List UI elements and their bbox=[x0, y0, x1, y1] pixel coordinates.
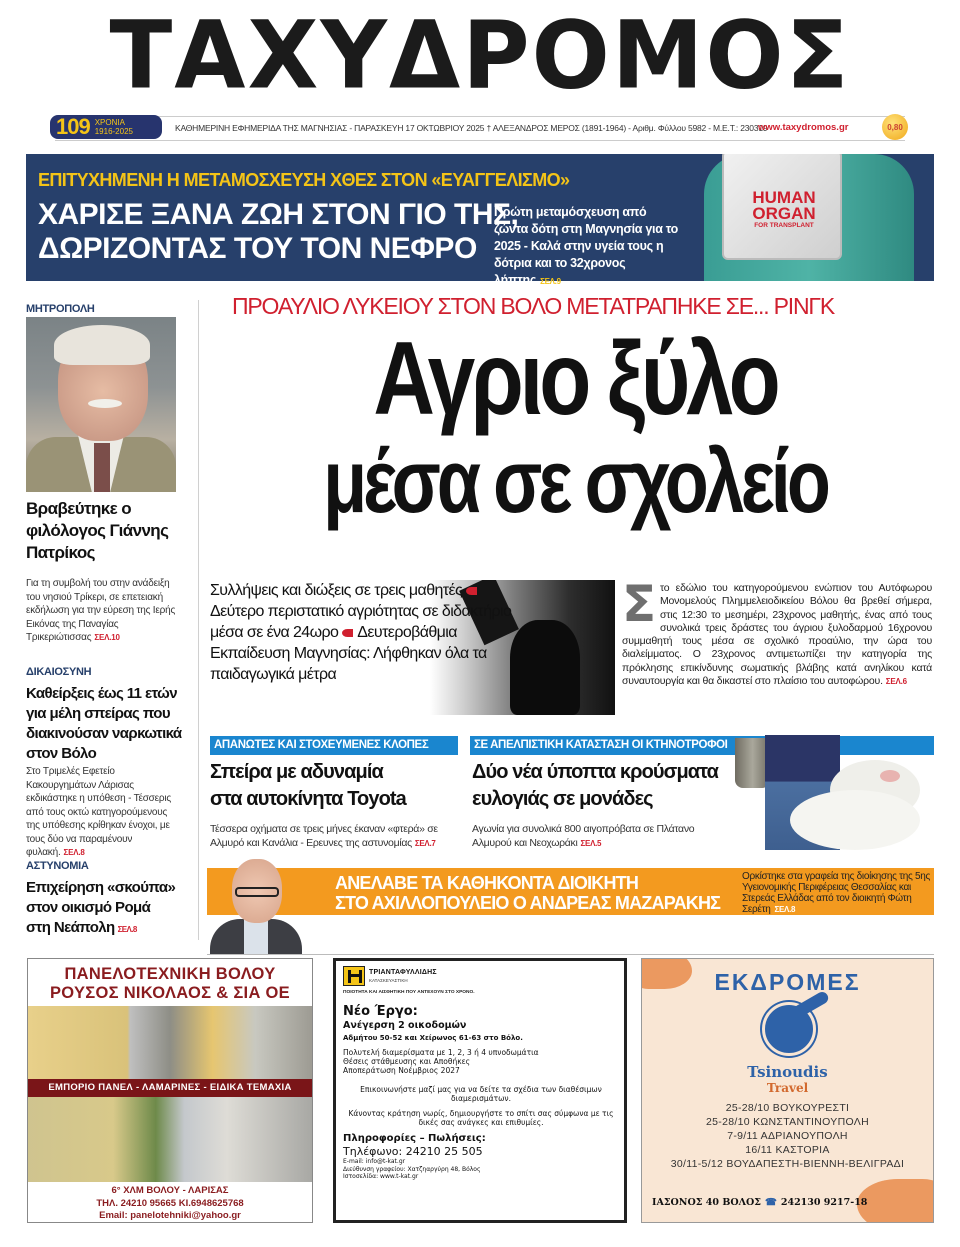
contact-text-2: Κάνοντας κράτηση νωρίς, δημιουργήστε το σπίτι σας σύμφωνα με τις δικές σας ανάγκες και επιθυμίες. bbox=[348, 1109, 614, 1127]
ad-address: 6° ΧΛΜ ΒΟΛΟΥ - ΛΑΡΙΣΑΣ bbox=[111, 1185, 229, 1196]
phone-icon: ☎ bbox=[765, 1197, 777, 1208]
ad-title-line1: ΠΑΝΕΛΟΤΕΧΝΙΚΗ ΒΟΛΟΥ bbox=[64, 965, 276, 983]
column-divider bbox=[198, 300, 199, 940]
section-label-mitropoli: ΜΗΤΡΟΠΟΛΗ bbox=[26, 303, 95, 315]
box-label-2: ORGAN bbox=[752, 204, 816, 223]
info-heading: Πληροφορίες – Πωλήσεις: bbox=[343, 1133, 486, 1144]
ad-website: Ιστοσελίδα: www.t-kat.gr bbox=[343, 1173, 419, 1180]
mazarakis-photo bbox=[210, 857, 302, 955]
top-banner-story[interactable] bbox=[26, 154, 934, 287]
subhead-3: Δευτεροβάθμια Εκπαίδευση Μαγνησίας: Λήφθηκαν όλα τα παιδαγωγικά μέτρα bbox=[210, 624, 487, 683]
body-text: το εδώλιο του κατηγορούμενου ενώπιον του Αυτόφωρου Μονομελούς Πλημμελειοδικείου Βόλου θα βρεθεί σήμερα, στις 12:30 το μεσημέρι, 23χρονος μαθητής, ένας από τους συνολικά τρεις δράστες του άγριου ξυλοδαρμού 16χρονου συμμαθητή τους μέσα σε σχολικό προαύλιο, την ώρα του διαλείμματος. Ο 23χρονος αντιμετωπίζει την κατηγορία της πρόκλησης επικίνδυνης σωματικής βλάβης κατά ανηλίκου κατά συναυτουργία και θα δικαστεί στο πλαίσιο του αυτοφώρου. bbox=[622, 582, 932, 688]
lead-headline-line1: Αγριο ξύλο bbox=[373, 321, 777, 437]
divider bbox=[207, 954, 934, 955]
top-banner-kicker: ΕΠΙΤΥΧΗΜΕΝΗ Η ΜΕΤΑΜΟΣΧΕΥΣΗ ΧΘΕΣ ΣΤΟΝ «ΕΥΑΓΓΕΛΙΣΜΟ» bbox=[38, 170, 570, 190]
anniversary-word: ΧΡΟΝΙΑ bbox=[94, 118, 125, 127]
bullet-icon bbox=[466, 587, 477, 595]
headline-text: Επιχείρηση «σκούπα» στον οικισμό Ρομά στη Νεάπολη bbox=[26, 879, 176, 936]
page-ref: ΣΕΛ.9 bbox=[540, 277, 561, 286]
orange-banner-summary bbox=[742, 871, 932, 915]
trip-list bbox=[642, 1101, 933, 1171]
mid-story-1-tag: ΑΠΑΝΩΤΕΣ ΚΑΙ ΣΤΟΧΕΥΜΕΝΕΣ ΚΛΟΠΕΣ bbox=[210, 736, 458, 755]
top-banner-headline bbox=[38, 198, 518, 266]
ad-tsinoudis-travel[interactable] bbox=[641, 958, 934, 1223]
lead-kicker: ΠΡΟΑΥΛΙΟ ΛΥΚΕΙΟΥ ΣΤΟΝ ΒΟΛΟ ΜΕΤΑΤΡΑΠΗΚΕ ΣΕ... ΡΙΝΓΚ bbox=[232, 293, 834, 319]
summary-text: Ορκίστηκε στα γραφεία της διοίκησης της 5ης Υγειονομικής Περιφέρειας Θεσσαλίας και Στερεάς Ελλάδας από τον διοικητή Φώτη Σερέτη bbox=[742, 871, 931, 915]
newspaper-title: ΤΑΧΥΔΡΟΜΟΣ bbox=[109, 0, 851, 111]
top-banner-headline-line2: ΔΩΡΙΖΟΝΤΑΣ ΤΟΥ ΤΟΝ ΝΕΦΡΟ bbox=[38, 232, 477, 265]
headline-line1: ΑΝΕΛΑΒΕ ΤΑ ΚΑΘΗΚΟΝΤΑ ΔΙΟΙΚΗΤΗ bbox=[335, 873, 639, 893]
feature-1: Πολυτελή διαμερίσματα με 1, 2, 3 ή 4 υπνοδωμάτια bbox=[343, 1048, 539, 1057]
ad-band: ΕΜΠΟΡΙΟ ΠΑΝΕΛ - ΛΑΜΑΡΙΝΕΣ - ΕΙΔΙΚΑ ΤΕΜΑΧΙΑ bbox=[28, 1079, 312, 1097]
mid-story-1-headline[interactable] bbox=[210, 759, 460, 813]
body-text: Στο Τριμελές Εφετείο Κακουργημάτων Λάρισας εκδικάστηκε η υπόθεση - Τέσσερις από τους οκτώ κατηγορούμενους της υπόθεσης κρίθηκαν ένοχοι, με τους δύο να παραμένουν φυλακή. bbox=[26, 766, 172, 858]
ad-phone: Τηλέφωνο: 24210 25 505 bbox=[343, 1145, 483, 1158]
world-map-shape bbox=[857, 1179, 934, 1223]
ad-email: Email: panelotehniki@yahoo.gr bbox=[99, 1210, 241, 1221]
body-text: Αγωνία για συνολικά 800 αιγοπρόβατα σε Πλάτανο Αλμυρού και Νεοχωράκι bbox=[472, 823, 695, 849]
sidebar-headline-3[interactable] bbox=[26, 878, 176, 940]
anniversary-number: 109 bbox=[56, 114, 90, 139]
lead-headline-line2: μέσα σε σχολείο bbox=[323, 432, 827, 532]
section-label-dikaiosyni: ΔΙΚΑΙΟΣΥΝΗ bbox=[26, 666, 92, 678]
trip-item: 25-28/10 ΚΩΝΣΤΑΝΤΙΝΟΥΠΟΛΗ bbox=[706, 1116, 869, 1128]
price-badge: 0,80 bbox=[882, 114, 908, 140]
ad-address: ΙΑΣΟΝΟΣ 40 ΒΟΛΟΣ bbox=[652, 1197, 761, 1208]
headline-line1: Σπείρα με αδυναμία bbox=[210, 761, 383, 783]
ad-location: Αδμήτου 50-52 και Χείρωνος 61-63 στο Βόλο. bbox=[343, 1034, 523, 1042]
company-sub: ΚΑΤΑΣΚΕΥΑΣΤΙΚΗ bbox=[369, 978, 408, 983]
box-label-1: HUMAN bbox=[752, 188, 816, 207]
ad-body bbox=[343, 1004, 619, 1181]
page-ref: ΣΕΛ.5 bbox=[580, 839, 602, 848]
ad-title-line2: ΡΟΥΣΟΣ ΝΙΚΟΛΑΟΣ & ΣΙΑ ΟΕ bbox=[50, 984, 290, 1002]
top-banner-headline-line1: ΧΑΡΙΣΕ ΞΑΝΑ ΖΩΗ ΣΤΟΝ ΓΙΟ ΤΗΣ, bbox=[38, 198, 519, 231]
sidebar-headline-2[interactable]: Καθείρξεις έως 11 ετών για μέλη σπείρας που διακινούσαν ναρκωτικά στον Βόλο bbox=[26, 685, 182, 762]
bullet-icon bbox=[342, 629, 353, 637]
lead-body bbox=[622, 575, 932, 688]
orange-banner-headline bbox=[335, 873, 720, 913]
trip-item: 16/11 ΚΑΣΤΟΡΙΑ bbox=[745, 1144, 830, 1156]
ad-panelotechniki[interactable] bbox=[27, 958, 313, 1223]
ad-title: Νέο Έργο: bbox=[343, 1004, 418, 1019]
subhead-2: Δεύτερο περιστατικό αγριότητας σε διδακτήριο μέσα σε ένα 24ωρο bbox=[210, 603, 512, 641]
trip-item: 25-28/10 ΒΟΥΚΟΥΡΕΣΤΙ bbox=[725, 1102, 850, 1114]
sidebar-body-2 bbox=[26, 765, 178, 860]
organ-box bbox=[722, 154, 842, 260]
feature-2: Θέσεις στάθμευσης και Αποθήκες bbox=[343, 1057, 471, 1066]
anniversary-badge bbox=[50, 115, 162, 139]
headline-line1: Δύο νέα ύποπτα κρούσματα bbox=[472, 761, 719, 783]
lead-subheads bbox=[210, 580, 515, 685]
website-link[interactable]: www.taxydromos.gr bbox=[758, 122, 849, 133]
page-ref: ΣΕΛ.6 bbox=[885, 677, 907, 687]
body-text: Για τη συμβολή του στην ανάδειξη του νησιού Τρίκερι, σε επετειακή εκδήλωση για την εύρεση της Ιερής Εικόνας της Παναγίας Τρικεριώτισσας bbox=[26, 578, 176, 643]
summary-text: Πρώτη μεταμόσχευση από ζώντα δότη στη Μαγνησία για το 2025 - Καλά στην υγεία τους η δότρια και το 32χρονος λήπτης bbox=[494, 205, 679, 287]
page-ref: ΣΕΛ.7 bbox=[414, 839, 436, 848]
feature-3: Αποπεράτωση Νοέμβριος 2027 bbox=[343, 1066, 460, 1075]
lead-headline[interactable] bbox=[215, 321, 935, 532]
ad-contact bbox=[652, 1197, 867, 1208]
ad-phone: 242130 9217-18 bbox=[780, 1197, 868, 1208]
page-ref: ΣΕΛ.10 bbox=[94, 633, 120, 642]
sidebar-headline-1[interactable]: Βραβεύτηκε ο φιλόλογος Γιάννης Πατρίκος bbox=[26, 499, 169, 562]
headline-line2: ΣΤΟ ΑΧΙΛΛΟΠΟΥΛΕΙΟ Ο ΑΝΔΡΕΑΣ ΜΑΖΑΡΑΚΗΣ bbox=[335, 893, 721, 913]
contact-text-1: Επικοινωνήστε μαζί μας για να δείτε τα σχέδια των διαθέσιμων διαμερισμάτων. bbox=[360, 1085, 602, 1103]
trip-item: 7-9/11 ΑΔΡΙΑΝΟΥΠΟΛΗ bbox=[727, 1130, 848, 1142]
ad-office: Διεύθυνση γραφείου: Χατζηαργύρη 48, Βόλος bbox=[343, 1165, 481, 1173]
issue-info: ΚΑΘΗΜΕΡΙΝΗ ΕΦΗΜΕΡΙΔΑ ΤΗΣ ΜΑΓΝΗΣΙΑΣ - ΠΑΡΑΣΚΕΥΗ 17 ΟΚΤΩΒΡΙΟΥ 2025 † ΑΛΕΞΑΝΔΡΟΣ ΜΕΡΟΣ (1891-1964) - Αριθμ. Φύλλου 5982 - Μ.Ε.Τ.: 230319 bbox=[175, 123, 768, 133]
ad-subtitle: Ανέγερση 2 οικοδομών bbox=[343, 1020, 467, 1031]
page-ref: ΣΕΛ.8 bbox=[117, 925, 137, 934]
ad-email: E-mail: info@t-kat.gr bbox=[343, 1158, 406, 1165]
orange-banner-story[interactable] bbox=[207, 868, 934, 915]
headline-line2: στα αυτοκίνητα Toyota bbox=[210, 788, 406, 810]
mid-story-1-body bbox=[210, 822, 465, 851]
ad-triantafyllidis[interactable] bbox=[333, 958, 627, 1223]
photo-patrikos bbox=[26, 317, 176, 492]
masthead bbox=[0, 0, 960, 112]
ad-contact bbox=[28, 1185, 312, 1223]
subhead-1: Συλλήψεις και διώξεις σε τρεις μαθητές bbox=[210, 582, 463, 599]
body-text: Τέσσερα οχήματα σε τρεις μήνες έκαναν «φτερά» σε Αλμυρό και Κανάλια - Ερευνες της αστυνομίας bbox=[210, 823, 438, 849]
mid-story-2-headline[interactable] bbox=[472, 759, 742, 813]
panels-photo bbox=[28, 1006, 312, 1079]
page-ref: ΣΕΛ.8 bbox=[63, 848, 85, 857]
top-banner-summary bbox=[494, 204, 679, 290]
trip-item: 30/11-5/12 ΒΟΥΔΑΠΕΣΤΗ-ΒΙΕΝΝΗ-ΒΕΛΙΓΡΑΔΙ bbox=[670, 1158, 905, 1170]
ad-title: ΕΚΔΡΟΜΕΣ bbox=[714, 969, 861, 995]
sidebar-body-1 bbox=[26, 577, 178, 645]
company-logo-icon bbox=[343, 966, 365, 986]
box-label-3: FOR TRANSPLANT bbox=[754, 222, 814, 229]
panels-photo-2 bbox=[28, 1097, 312, 1182]
mid-story-2-body bbox=[472, 822, 702, 851]
section-label-astynomia: ΑΣΤΥΝΟΜΙΑ bbox=[26, 860, 89, 872]
ad-phone: ΤΗΛ. 24210 95665 ΚΙ.6948625768 bbox=[96, 1197, 244, 1209]
sheep-farmer-photo bbox=[730, 735, 935, 850]
company-name: ΤΡΙΑΝΤΑΦΥΛΛΙΔΗΣ bbox=[369, 969, 437, 976]
anniversary-years: 1916-2025 bbox=[94, 127, 133, 136]
ad-title bbox=[28, 965, 312, 1003]
brand-name: Tsinoudis bbox=[747, 1063, 828, 1081]
headline-line2: ευλογιάς σε μονάδες bbox=[472, 788, 653, 810]
mid-story-2-tag: ΣΕ ΑΠΕΛΠΙΣΤΙΚΗ ΚΑΤΑΣΤΑΣΗ ΟΙ ΚΤΗΝΟΤΡΟΦΟΙ bbox=[470, 736, 934, 755]
dropcap: Σ bbox=[622, 575, 656, 633]
brand-sub: Travel bbox=[766, 1081, 809, 1095]
organ-transplant-photo bbox=[694, 154, 924, 281]
company-slogan: ΠΟΙΟΤΗΤΑ ΚΑΙ ΑΙΣΘΗΤΙΚΗ ΠΟΥ ΑΝΤΕΧΟΥΝ ΣΤΟ ΧΡΟΝΟ. bbox=[343, 990, 475, 995]
page-ref: ΣΕΛ.8 bbox=[774, 905, 796, 914]
